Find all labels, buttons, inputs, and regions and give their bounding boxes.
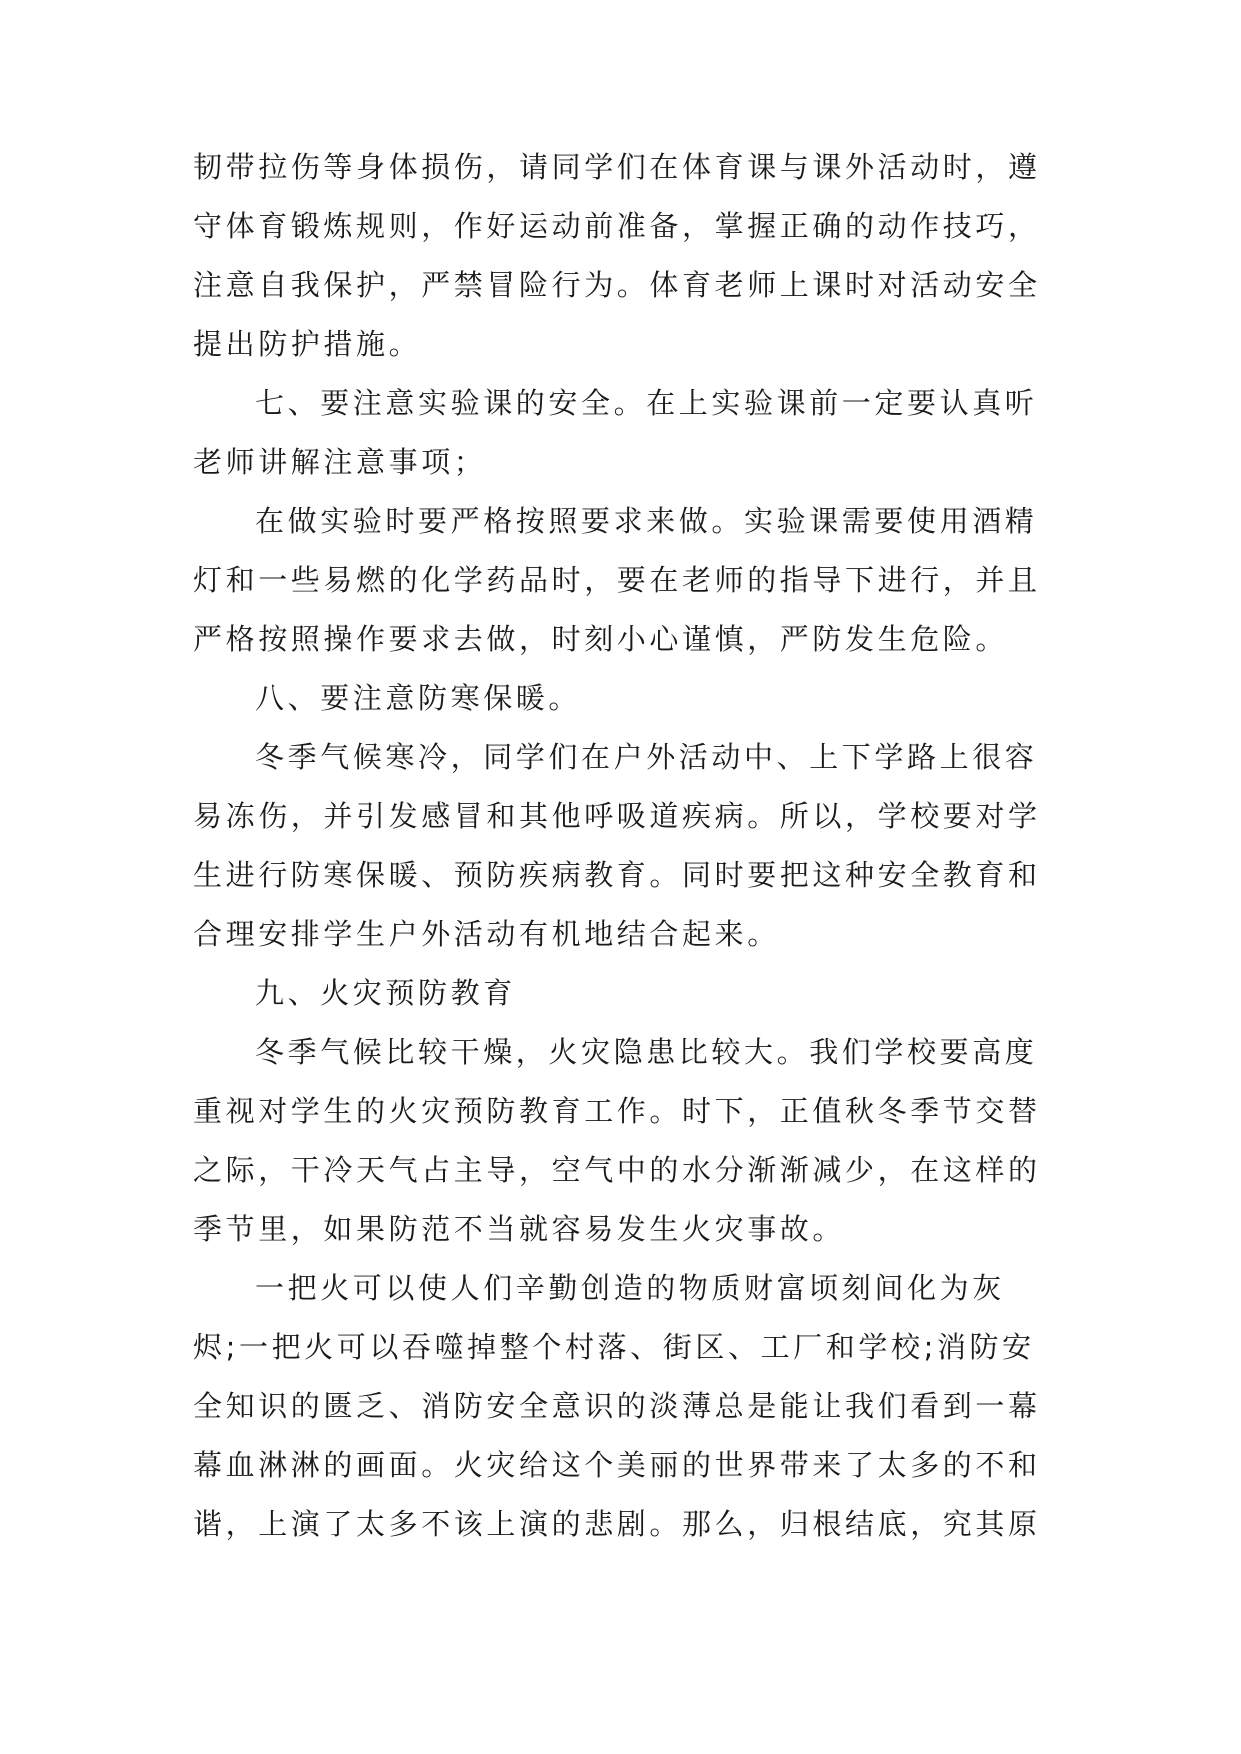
paragraph-start: 冬季气候比较干燥，火灾隐患比较大。我们学校要高度 (255, 1035, 1038, 1069)
text-line: 注意自我保护，严禁冒险行为。体育老师上课时对活动安全 (193, 268, 1041, 302)
text-line: 全知识的匮乏、消防安全意识的淡薄总是能让我们看到一幕 (193, 1389, 1041, 1423)
text-line: 季节里，如果防范不当就容易发生火灾事故。 (193, 1212, 846, 1246)
text-line: 烬;一把火可以吞噬掉整个村落、街区、工厂和学校;消防安 (193, 1330, 1035, 1364)
text-line: 之际，干冷天气占主导，空气中的水分渐渐减少，在这样的 (193, 1153, 1041, 1187)
text-line: 易冻伤，并引发感冒和其他呼吸道疾病。所以，学校要对学 (193, 799, 1041, 833)
text-line: 老师讲解注意事项； (193, 445, 487, 479)
text-line: 重视对学生的火灾预防教育工作。时下，正值秋冬季节交替 (193, 1094, 1041, 1128)
section-heading: 八、要注意防寒保暖。 (255, 681, 582, 715)
section-heading: 七、要注意实验课的安全。在上实验课前一定要认真听 (255, 386, 1038, 420)
text-line: 幕血淋淋的画面。火灾给这个美丽的世界带来了太多的不和 (193, 1448, 1041, 1482)
text-line: 提出防护措施。 (193, 327, 422, 361)
text-line: 谐，上演了太多不该上演的悲剧。那么，归根结底，究其原 (193, 1507, 1041, 1541)
text-line: 严格按照操作要求去做，时刻小心谨慎，严防发生危险。 (193, 622, 1009, 656)
text-line: 守体育锻炼规则，作好运动前准备，掌握正确的动作技巧， (193, 209, 1041, 243)
paragraph-start: 在做实验时要严格按照要求来做。实验课需要使用酒精 (255, 504, 1038, 538)
text-line: 合理安排学生户外活动有机地结合起来。 (193, 917, 780, 951)
text-line: 灯和一些易燃的化学药品时，要在老师的指导下进行，并且 (193, 563, 1041, 597)
section-heading: 九、火灾预防教育 (255, 976, 516, 1010)
text-line: 韧带拉伤等身体损伤，请同学们在体育课与课外活动时，遵 (193, 150, 1041, 184)
text-line: 生进行防寒保暖、预防疾病教育。同时要把这种安全教育和 (193, 858, 1041, 892)
paragraph-start: 一把火可以使人们辛勤创造的物质财富顷刻间化为灰 (255, 1271, 1005, 1305)
paragraph-start: 冬季气候寒冷，同学们在户外活动中、上下学路上很容 (255, 740, 1038, 774)
